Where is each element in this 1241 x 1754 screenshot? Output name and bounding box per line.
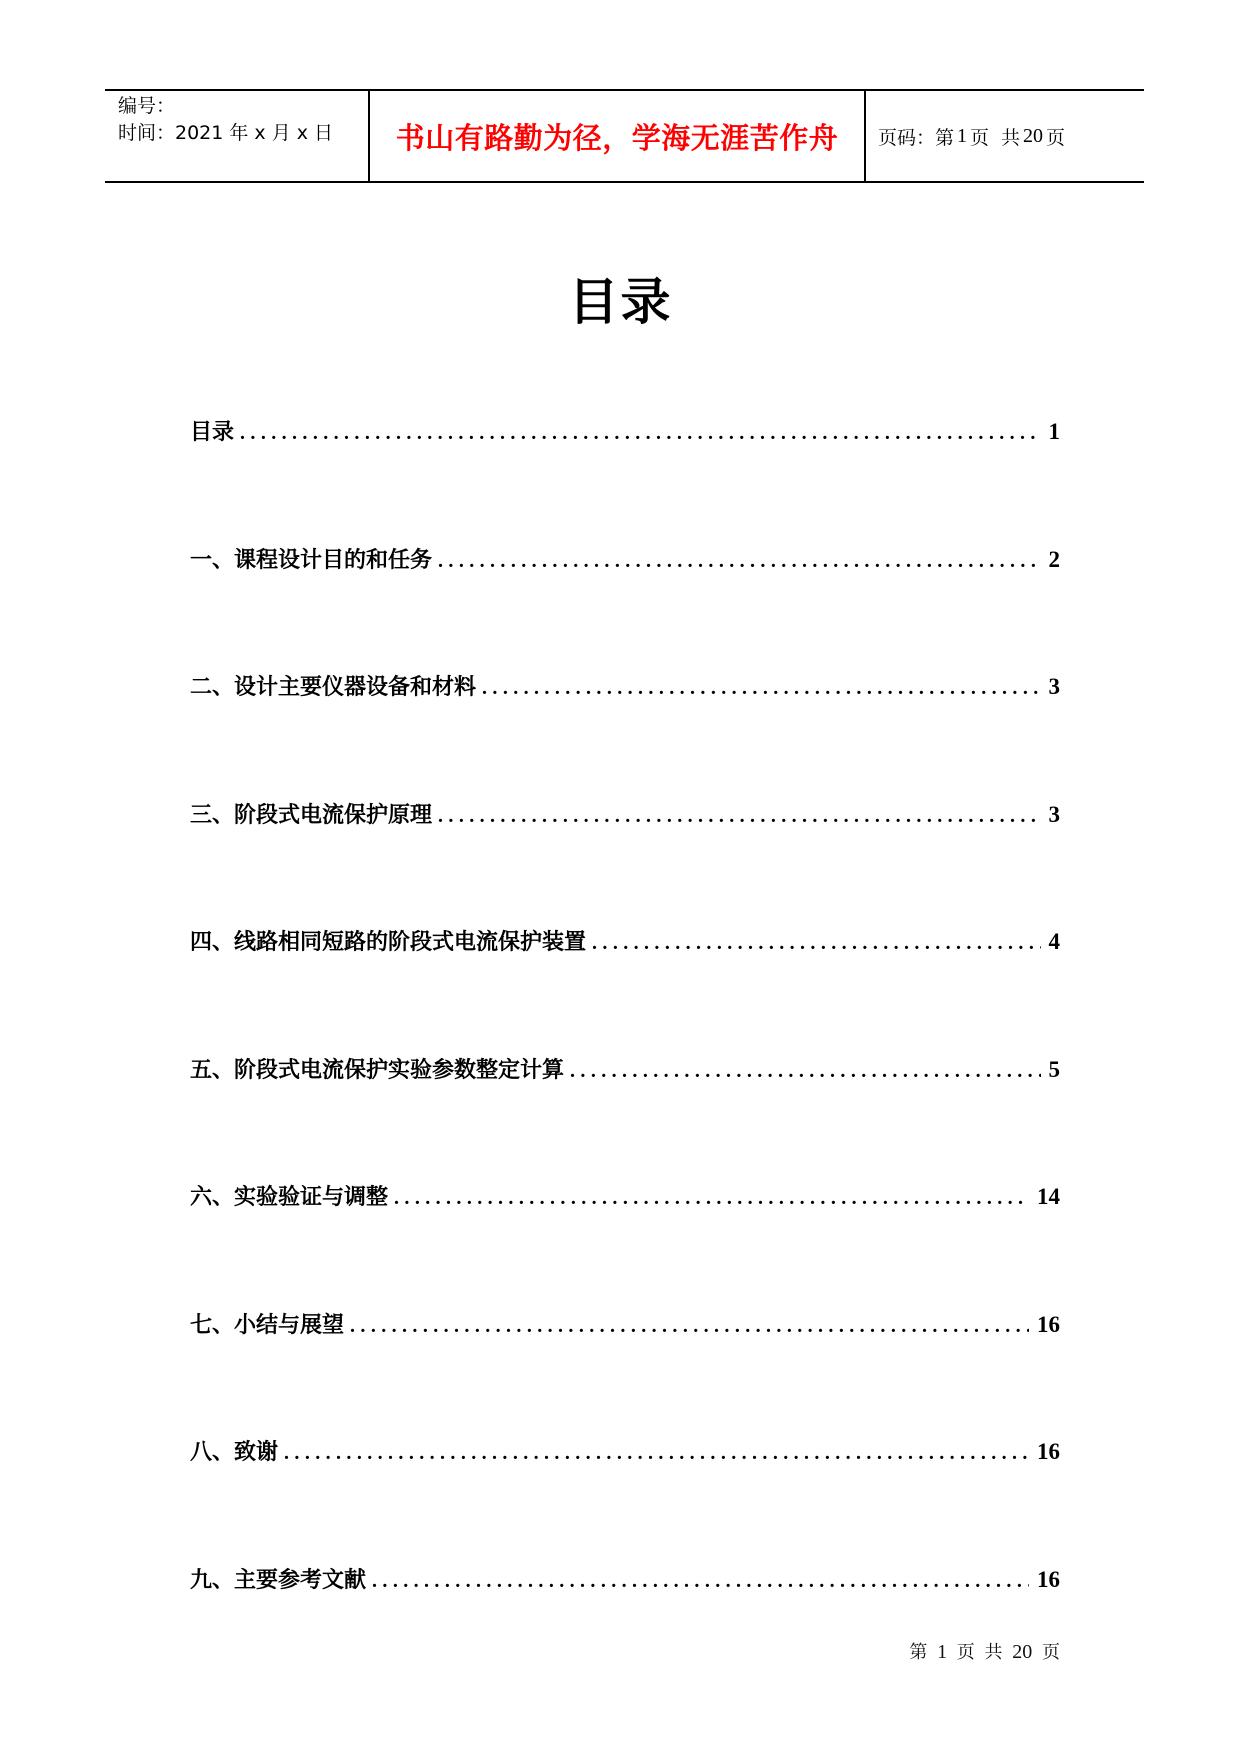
document-header (105, 89, 1144, 183)
toc-dot-leader (372, 1561, 1029, 1601)
toc-entry-label: 九、主要参考文献 (190, 1567, 367, 1593)
toc-entry[interactable] (190, 667, 1060, 795)
toc-entry[interactable] (190, 795, 1060, 923)
toc-entry-page: 16 (1037, 1311, 1060, 1337)
toc-entry-label: 目录 (190, 420, 235, 445)
toc-entry[interactable] (190, 922, 1060, 1050)
toc-entry-page: 16 (1037, 1439, 1060, 1464)
header-motto: 书山有路勤为径，学海无涯苦作舟 (395, 120, 839, 155)
footer-suffix: 页 (1042, 1642, 1060, 1663)
toc-entry[interactable] (190, 1432, 1060, 1560)
header-total-suffix: 页 (1046, 126, 1066, 149)
toc-entry[interactable] (190, 1177, 1060, 1305)
header-meta (105, 91, 370, 181)
toc-entry-page: 2 (1048, 546, 1060, 572)
toc-dot-leader (438, 796, 1040, 836)
toc-entry-page: 3 (1048, 801, 1060, 827)
time-label: 时间：2021 年 x 月 x 日 (118, 122, 334, 144)
toc-dot-leader (240, 413, 1040, 453)
toc-entry-label: 三、阶段式电流保护原理 (190, 802, 433, 828)
header-page-current: 1 (957, 124, 968, 147)
toc-entry-page: 4 (1048, 929, 1060, 954)
footer-prefix: 第 (909, 1642, 928, 1663)
header-motto-cell (370, 91, 866, 181)
footer-total-prefix: 共 (984, 1642, 1003, 1663)
toc-entry[interactable] (190, 412, 1060, 540)
toc-dot-leader (394, 1178, 1029, 1218)
toc-dot-leader (482, 668, 1040, 708)
toc-dot-leader (350, 1306, 1029, 1346)
number-label: 编号： (118, 95, 176, 117)
footer-current-page: 1 (937, 1641, 948, 1663)
header-page-info (866, 91, 1144, 181)
header-total-prefix: 共 (1001, 126, 1021, 149)
page-title: 目录 (568, 273, 673, 331)
header-page-prefix: 页码：第 (878, 126, 955, 149)
toc-entry-page: 14 (1037, 1184, 1060, 1209)
toc-entry-label: 四、线路相同短路的阶段式电流保护装置 (190, 930, 587, 955)
toc-dot-leader (592, 923, 1040, 963)
toc-dot-leader (284, 1433, 1029, 1473)
header-page-total: 20 (1023, 124, 1044, 147)
toc-entry-page: 16 (1037, 1566, 1060, 1592)
toc-entry-page: 1 (1048, 419, 1060, 444)
page-footer (909, 1638, 1060, 1664)
toc-entry-page: 3 (1048, 674, 1060, 699)
toc-entry[interactable] (190, 540, 1060, 668)
toc-entry-label: 一、课程设计目的和任务 (190, 547, 433, 573)
header-page-mid: 页 (970, 126, 990, 149)
toc-entry-label: 六、实验验证与调整 (190, 1185, 389, 1210)
toc-entry[interactable] (190, 1305, 1060, 1433)
toc-entry-label: 二、设计主要仪器设备和材料 (190, 675, 477, 700)
toc-entry[interactable] (190, 1050, 1060, 1178)
footer-mid: 页 (956, 1642, 975, 1663)
toc-entry-label: 七、小结与展望 (190, 1312, 345, 1338)
table-of-contents (190, 412, 1060, 1687)
toc-dot-leader (570, 1051, 1040, 1091)
footer-total-pages: 20 (1012, 1641, 1033, 1663)
toc-entry-label: 五、阶段式电流保护实验参数整定计算 (190, 1057, 565, 1083)
toc-entry[interactable] (190, 1560, 1060, 1688)
toc-entry-label: 八、致谢 (190, 1440, 279, 1465)
toc-entry-page: 5 (1048, 1056, 1060, 1082)
toc-dot-leader (438, 541, 1040, 581)
